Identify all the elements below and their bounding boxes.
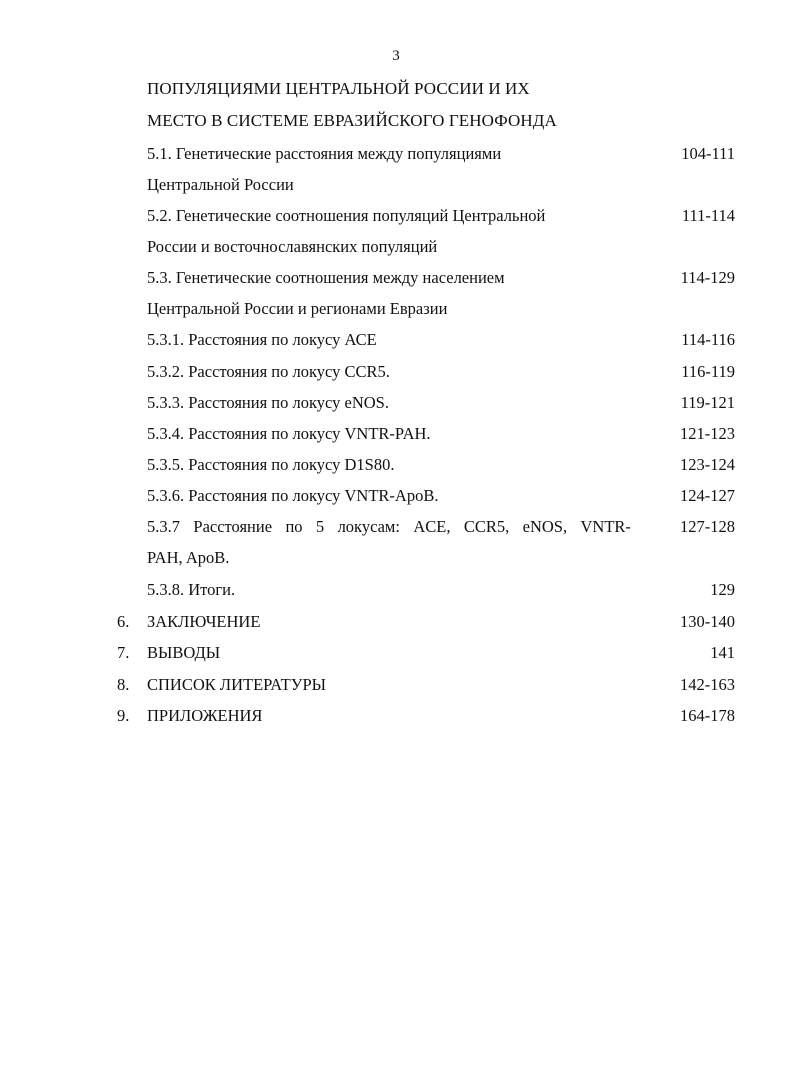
toc-word: 5.3.7 xyxy=(147,517,180,536)
chapter-title-references: СПИСОК ЛИТЕРАТУРЫ xyxy=(147,675,327,694)
toc-pages-5-3-8: 129 xyxy=(710,580,735,599)
toc-entry-5-3-3: 5.3.3. Расстояния по локусу eNOS. xyxy=(147,393,389,412)
chapter-number: 8. xyxy=(117,675,130,694)
toc-word: VNTR- xyxy=(580,517,631,536)
toc-pages-5-3-3: 119-121 xyxy=(680,393,735,412)
toc-pages-5-3-2: 116-119 xyxy=(681,362,735,381)
toc-entry-5-2-cont: России и восточнославянских популяций xyxy=(147,237,438,256)
toc-pages-5-3-7: 127-128 xyxy=(680,517,735,536)
toc-entry-5-3-5: 5.3.5. Расстояния по локусу D1S80. xyxy=(147,455,395,474)
toc-word: eNOS, xyxy=(522,517,568,536)
chapter-number: 6. xyxy=(117,612,130,631)
toc-word: локусам: xyxy=(337,517,400,536)
chapter-number: 9. xyxy=(117,706,130,725)
toc-entry-5-3-4: 5.3.4. Расстояния по локусу VNTR-PAH. xyxy=(147,424,431,443)
toc-entry-5-3-cont: Центральной России и регионами Евразии xyxy=(147,299,448,318)
chapter-title-continued: МЕСТО В СИСТЕМЕ ЕВРАЗИЙСКОГО ГЕНОФОНДА xyxy=(147,111,557,130)
chapter-pages: 141 xyxy=(710,643,735,662)
toc-pages-5-3: 114-129 xyxy=(680,268,735,287)
chapter-pages: 130-140 xyxy=(680,612,735,631)
toc-word: по xyxy=(285,517,303,536)
toc-word: ACE, xyxy=(413,517,451,536)
toc-entry-5-3-2: 5.3.2. Расстояния по локусу CCR5. xyxy=(147,362,390,381)
toc-word: CCR5, xyxy=(463,517,510,536)
toc-entry-5-3-7-cont: PAH, ApoB. xyxy=(147,548,230,567)
toc-entry-5-3: 5.3. Генетические соотношения между населением xyxy=(147,268,505,287)
toc-pages-5-3-5: 123-124 xyxy=(680,455,735,474)
chapter-title-continued: ПОПУЛЯЦИЯМИ ЦЕНТРАЛЬНОЙ РОССИИ И ИХ xyxy=(147,79,530,98)
toc-pages-5-3-4: 121-123 xyxy=(680,424,735,443)
chapter-pages: 142-163 xyxy=(680,675,735,694)
toc-entry-5-3-8: 5.3.8. Итоги. xyxy=(147,580,236,599)
chapter-title-findings: ВЫВОДЫ xyxy=(147,643,221,662)
toc-entry-5-3-6: 5.3.6. Расстояния по локусу VNTR-ApoB. xyxy=(147,486,439,505)
chapter-number: 7. xyxy=(117,643,130,662)
page-number: 3 xyxy=(392,48,400,64)
toc-entry-5-1-cont: Центральной России xyxy=(147,175,294,194)
toc-entry-5-1: 5.1. Генетические расстояния между популяциями xyxy=(147,144,502,163)
toc-entry-5-3-1: 5.3.1. Расстояния по локусу АСЕ xyxy=(147,330,377,349)
toc-pages-5-2: 111-114 xyxy=(681,206,735,225)
toc-pages-5-1: 104-111 xyxy=(681,144,735,163)
chapter-pages: 164-178 xyxy=(680,706,735,725)
toc-entry-5-3-7 xyxy=(147,516,631,538)
toc-word: Расстояние xyxy=(193,517,273,536)
chapter-title-conclusion: ЗАКЛЮЧЕНИЕ xyxy=(147,612,261,631)
toc-word: 5 xyxy=(315,517,325,536)
toc-entry-5-2: 5.2. Генетические соотношения популяций Центральной xyxy=(147,206,546,225)
toc-pages-5-3-1: 114-116 xyxy=(681,330,735,349)
chapter-title-appendices: ПРИЛОЖЕНИЯ xyxy=(147,706,263,725)
toc-pages-5-3-6: 124-127 xyxy=(680,486,735,505)
